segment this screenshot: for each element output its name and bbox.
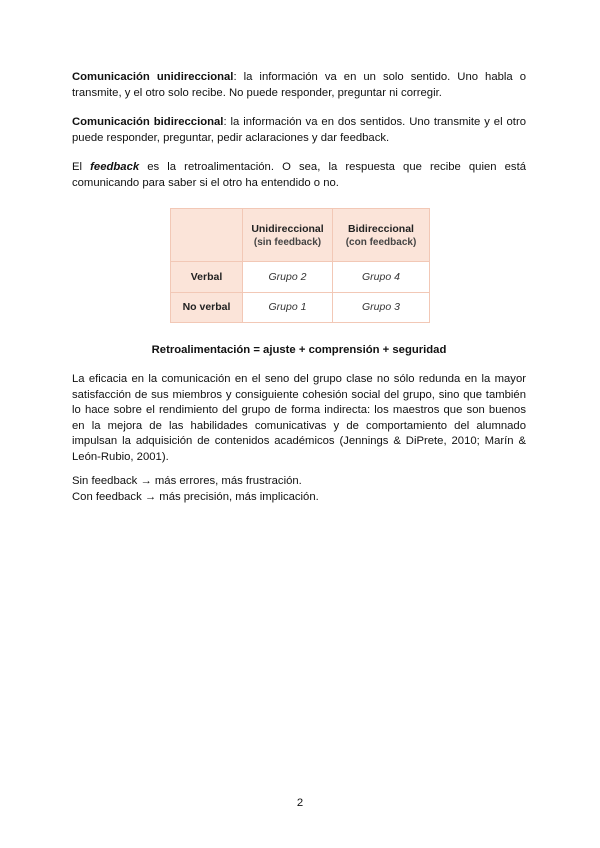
table-row	[171, 292, 430, 322]
table-column-header	[333, 209, 430, 262]
definition-feedback: es la retroalimentación. O sea, la respuesta que recibe quien está comunicando para saber si el otro ha entendido o no.	[72, 161, 526, 189]
page-number: 2	[296, 797, 304, 809]
table-row	[171, 262, 430, 292]
paragraph-feedback	[72, 160, 526, 191]
row-header: No verbal	[171, 292, 243, 322]
column-title: Unidireccional	[251, 222, 324, 235]
feedback-formula: Retroalimentación = ajuste + comprensión + seguridad	[151, 344, 447, 356]
column-subtitle: (con feedback)	[345, 236, 417, 248]
table-column-header	[243, 209, 333, 262]
feedback-summary	[72, 474, 526, 505]
table-header-row	[171, 209, 430, 262]
column-title: Bidireccional	[348, 222, 414, 235]
row-header: Verbal	[171, 262, 243, 292]
summary-line-without-feedback: Sin feedback → más errores, más frustración.	[72, 475, 302, 487]
term-feedback: feedback	[90, 161, 140, 173]
table-cell: Grupo 3	[333, 292, 430, 322]
term-bidirectional: Comunicación bidireccional	[72, 116, 224, 128]
table-cell: Grupo 1	[243, 292, 333, 322]
paragraph-efficacy: La eficacia en la comunicación en el seno del grupo clase no sólo redunda en la mayor satisfacción de sus miembros y consiguiente cohesión social del grupo, sino que también lo hace sobre el rendimiento del grupo de forma indirecta: los maestros que son buenos en la mejora de las habilidades comunicativas y de comportamiento del alumnado impulsan la adquisición de contenidos académicos (Jennings & DiPrete, 2010; Marín & León-Rubio, 2001).	[72, 373, 526, 463]
paragraph-unidirectional	[72, 70, 526, 101]
definition-bidirectional: : la información va en dos sentidos. Uno transmite y el otro puede responder, preguntar, pedir aclaraciones y dar feedback.	[72, 116, 526, 144]
term-unidirectional: Comunicación unidireccional	[72, 71, 234, 83]
paragraph-bidirectional	[72, 115, 526, 146]
column-subtitle: (sin feedback)	[253, 236, 322, 248]
feedback-prefix: El	[72, 161, 91, 173]
communication-groups-table	[170, 208, 430, 323]
definition-unidirectional: : la información va en un solo sentido. Uno habla o transmite, y el otro solo recibe. No puede responder, preguntar ni corregir.	[72, 71, 526, 99]
table-corner-cell	[171, 209, 243, 262]
table-cell: Grupo 4	[333, 262, 430, 292]
table-cell: Grupo 2	[243, 262, 333, 292]
summary-line-with-feedback: Con feedback → más precisión, más implicación.	[72, 490, 319, 503]
